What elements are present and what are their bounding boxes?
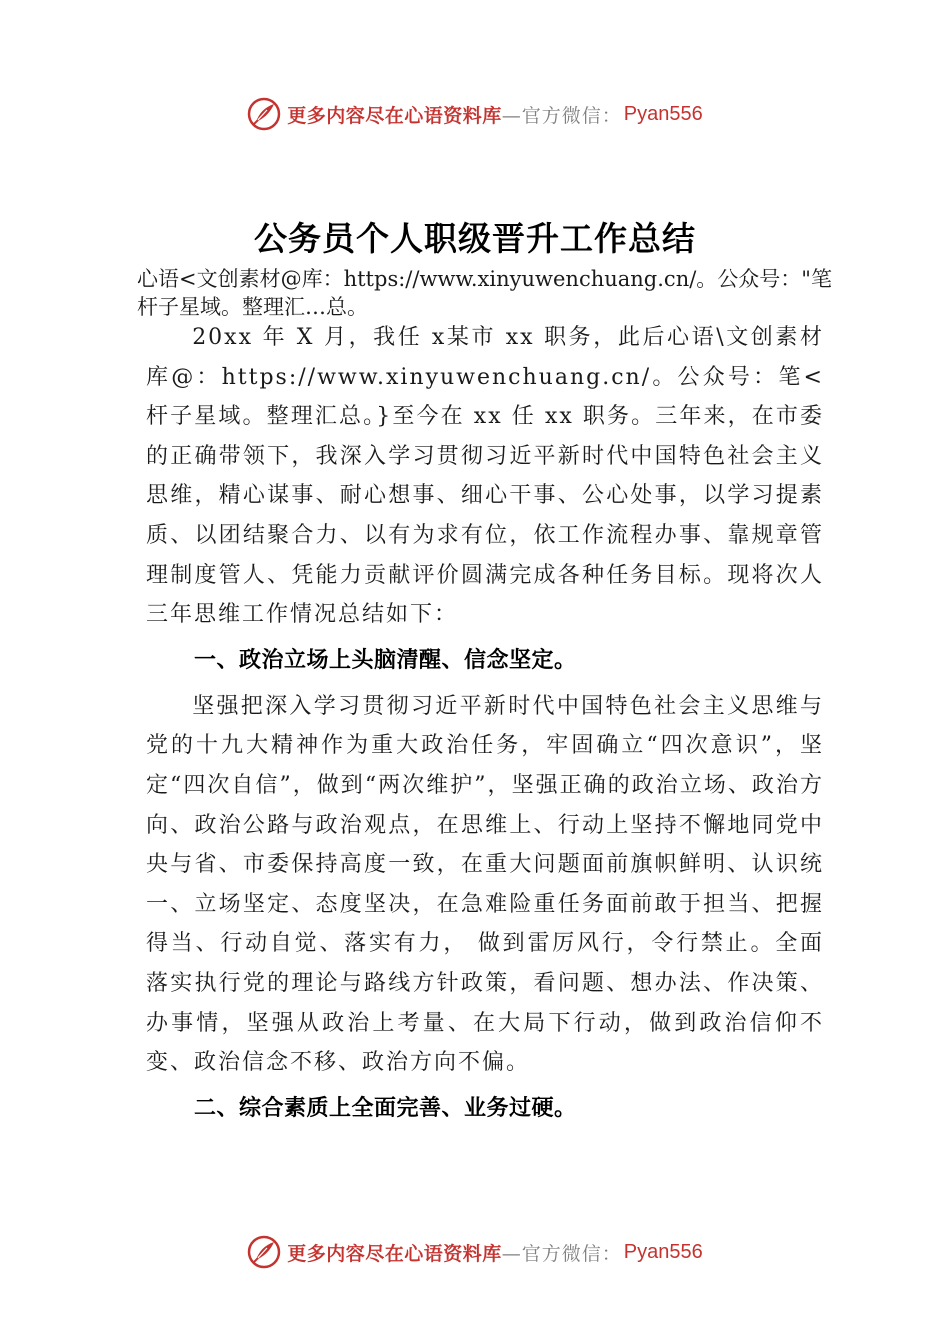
paragraph-political: 坚强把深入学习贯彻习近平新时代中国特色社会主义思维与党的十九大精神作为重大政治任务，牢固确立“四次意识”，坚定“四次自信”，做到“两次维护”，坚强正确的政治立场、政治方向、政治公路与政治观点，在思维上、行动上坚持不懈地同党中央与省、市委保持高度一致，在重大问题面前旗帜鲜明、认识统一、立场坚定、态度坚决，在急难险重任务面前敢于担当、把握得当、行动自觉、落实有力， 做到雷厉风行，令行禁止。全面落实执行党的理论与路线方针政策，看问题、想办法、作决策、办事情，坚强从政治上考量、在大局下行动，做到政治信仰不变、政治信念不移、政治方向不偏。 — [146, 693, 824, 1076]
header-banner — [0, 92, 950, 136]
feather-pen-circle-icon — [247, 1235, 281, 1269]
document-body — [146, 318, 824, 1135]
footer-banner — [0, 1230, 950, 1274]
section-heading-1: 一、政治立场上头脑清醒、信念坚定。 — [194, 647, 577, 673]
banner-sub-text: —官方微信： — [501, 1242, 622, 1265]
paragraph-intro: 20xx 年 X 月，我任 x某市 xx 职务，此后心语\文创素材库@：https://www.xinyuwenchuang.cn/。公众号：笔<杆子星域。整理汇总。}至今在 xx 任 xx 职务。三年来，在市委的正确带领下，我深入学习贯彻习近平新时代中国特色社会主义思维，精心谋事、耐心想事、细心干事、公心处事，以学习提素质、以团结聚合力、以有为求有位，依工作流程办事、靠规章管理制度管人、凭能力贡献评价圆满完成各种任务目标。现将次人三年思维工作情况总结如下： — [146, 325, 824, 628]
banner-main-text: 更多内容尽在心语资料库 — [287, 1242, 502, 1265]
banner-main-text: 更多内容尽在心语资料库 — [287, 104, 502, 127]
section-heading-2: 二、综合素质上全面完善、业务过硬。 — [194, 1095, 577, 1121]
banner-sub-text: —官方微信： — [501, 104, 622, 127]
banner-wechat-id: Pyan556 — [623, 102, 703, 125]
feather-pen-circle-icon — [247, 97, 281, 131]
source-line: 心语<文创素材@库：https://www.xinyuwenchuang.cn/。公众号："笔杆子星域。整理汇…总。 — [137, 267, 832, 319]
banner-wechat-id: Pyan556 — [623, 1240, 703, 1263]
document-title: 公务员个人职级晋升工作总结 — [254, 219, 696, 258]
